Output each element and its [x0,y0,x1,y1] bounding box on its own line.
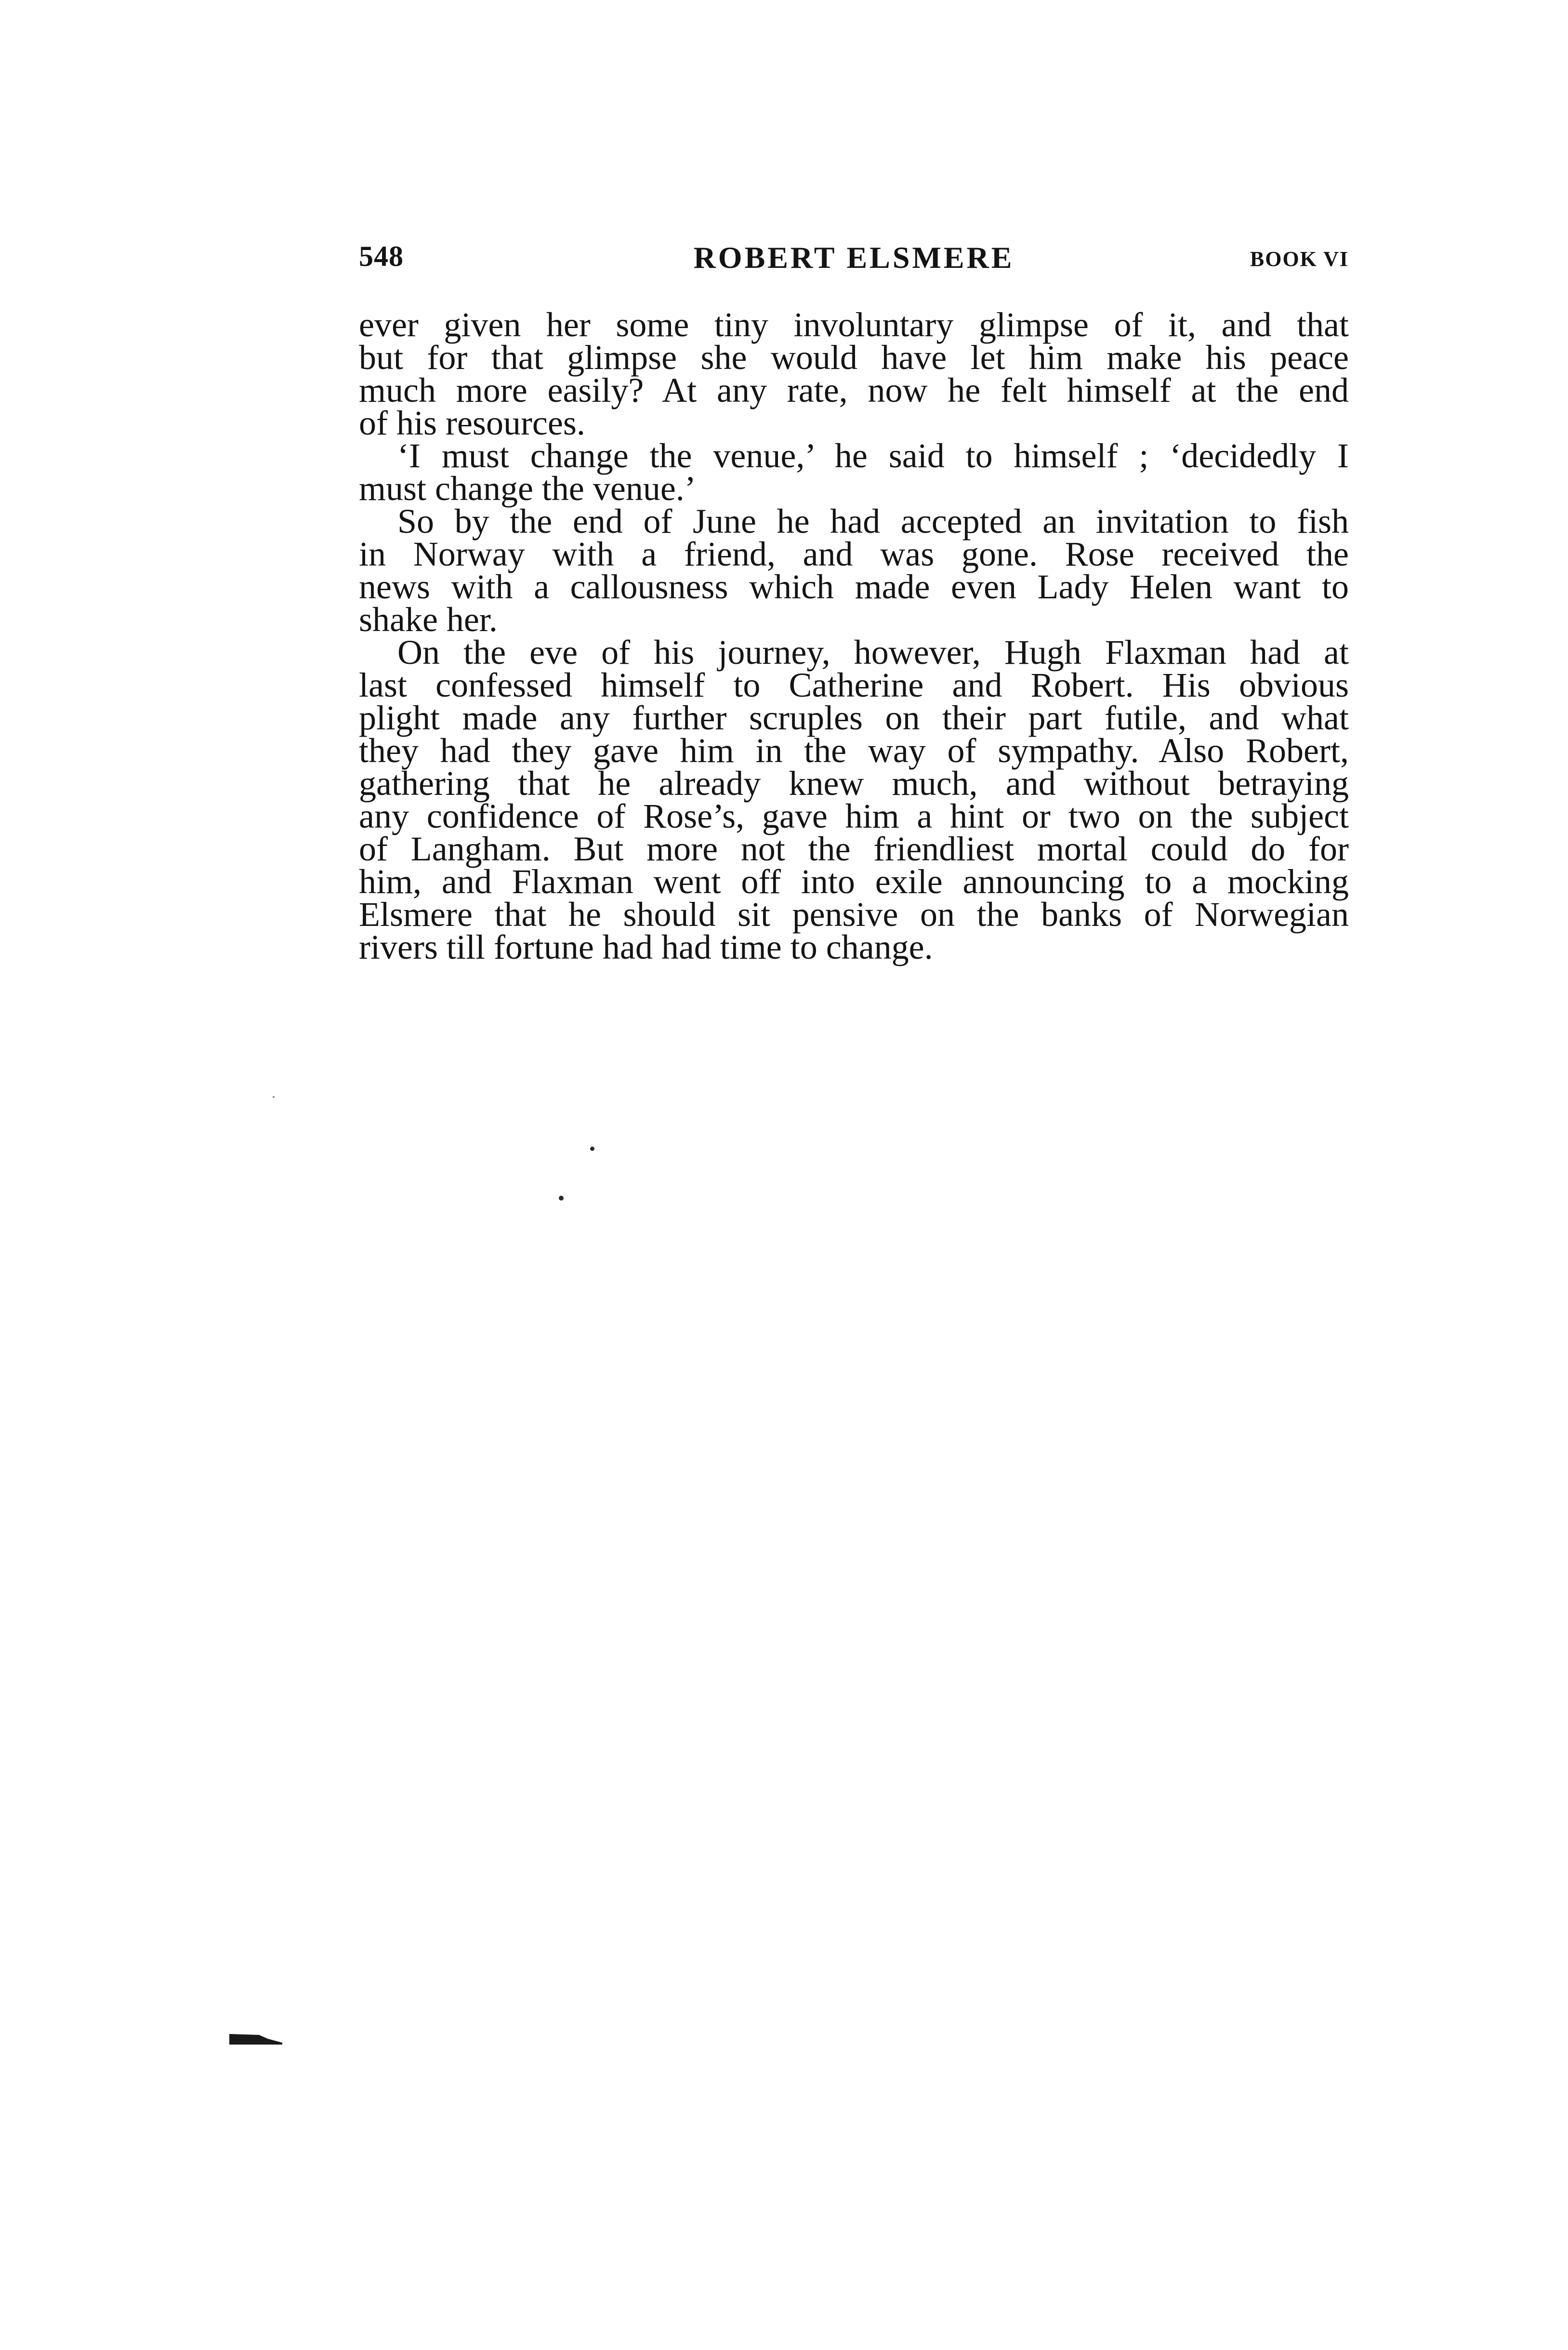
text-line: rivers till fortune had had time to change. [359,928,933,966]
paper-speck [590,1147,594,1151]
text-line: of his resources. [359,404,585,442]
text-line: in Norway with a friend, and was gone. Rose received the [359,535,1349,573]
paper-speck [559,1196,564,1201]
text-line: but for that glimpse she would have let him make his peace [359,338,1349,377]
text-line: On the eve of his journey, however, Hugh Flaxman had at [397,633,1349,672]
text-line: ‘I must change the venue,’ he said to himself ; ‘decidedly I [397,436,1349,475]
text-line: much more easily? At any rate, now he felt himself at the end [359,371,1349,409]
scan-clip-mark [229,2032,282,2046]
paper-speck [273,1096,275,1098]
text-line: plight made any further scruples on their part futile, and what [359,699,1349,737]
text-line: gathering that he already knew much, and without betraying [359,764,1349,803]
text-line: news with a callousness which made even Lady Helen want to [359,568,1349,606]
text-line: Elsmere that he should sit pensive on the banks of Norwegian [359,895,1349,934]
page-number: 548 [359,240,404,272]
text-line: any confidence of Rose’s, gave him a hint or two on the subject [359,797,1349,835]
text-line: him, and Flaxman went off into exile announcing to a mocking [359,862,1349,901]
text-line: they had they gave him in the way of sympathy. Also Robert, [359,731,1349,770]
text-line: of Langham. But more not the friendliest mortal could do for [359,830,1349,868]
text-line: must change the venue.’ [359,469,696,508]
body-text [359,305,1349,966]
text-line: ever given her some tiny involuntary glimpse of it, and that [359,305,1349,344]
text-line: last confessed himself to Catherine and Robert. His obvious [359,666,1349,704]
text-line: So by the end of June he had accepted an invitation to fish [397,502,1349,541]
book-label: BOOK VI [1250,247,1349,271]
running-head [359,240,1349,283]
text-line: shake her. [359,600,498,639]
running-title: ROBERT ELSMERE [693,240,1015,275]
